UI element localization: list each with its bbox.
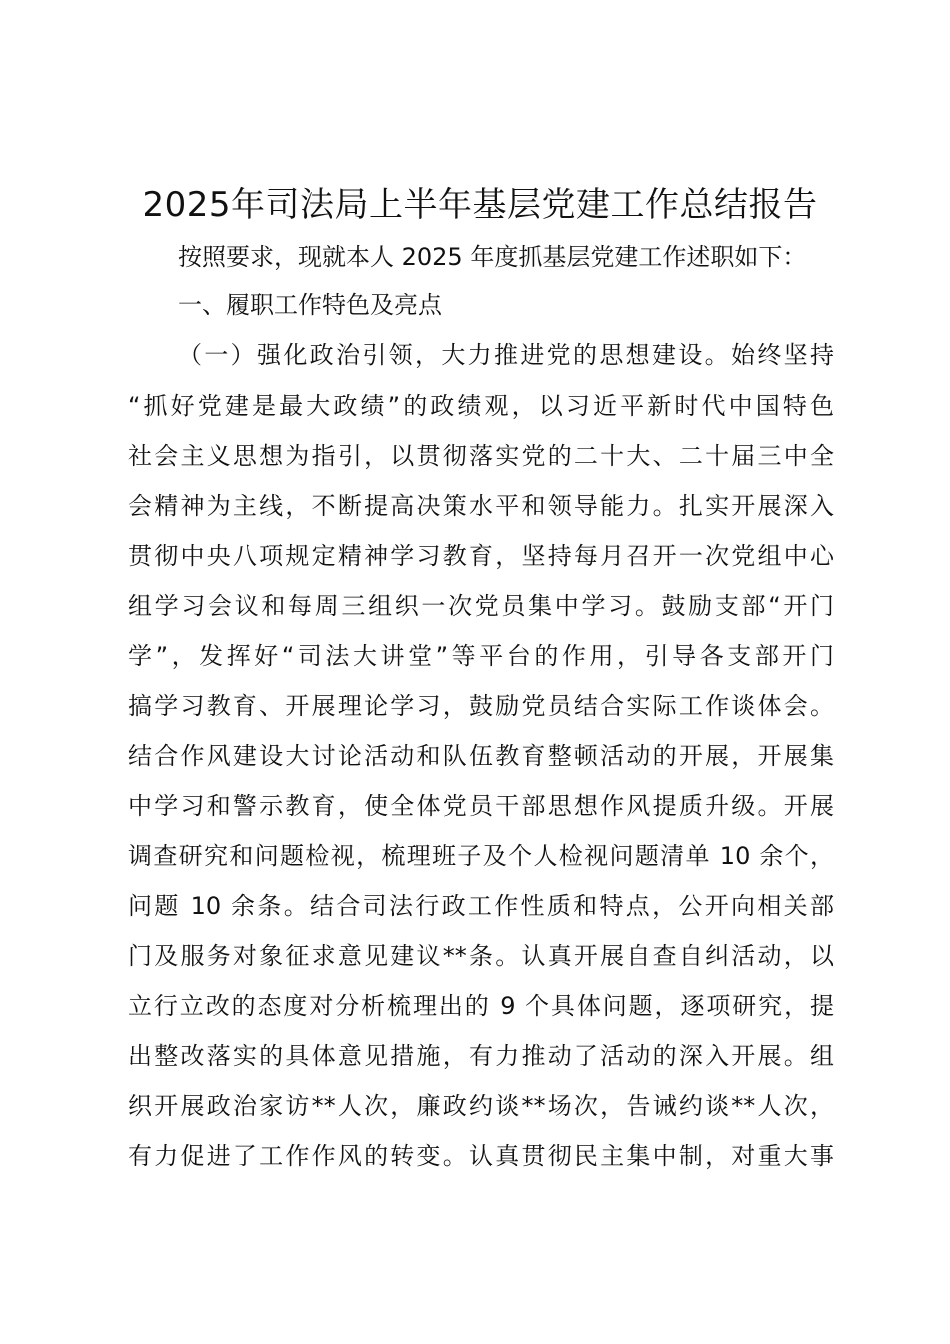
paragraph-line: 中学习和警示教育，使全体党员干部思想作风提质升级。开展	[128, 792, 834, 820]
paragraph-line: 结合作风建设大讨论活动和队伍教育整顿活动的开展，开展集	[128, 742, 834, 770]
paragraph-line: 搞学习教育、开展理论学习，鼓励党员结合实际工作谈体会。	[128, 692, 834, 720]
paragraph-line: “抓好党建是最大政绩”的政绩观，以习近平新时代中国特色	[128, 392, 834, 420]
paragraph-line: 社会主义思想为指引，以贯彻落实党的二十大、二十届三中全	[128, 442, 834, 470]
intro-line: 按照要求，现就本人 2025 年度抓基层党建工作述职如下：	[178, 243, 807, 271]
paragraph-line: 织开展政治家访**人次，廉政约谈**场次，告诫约谈**人次，	[128, 1092, 834, 1120]
paragraph-line: 出整改落实的具体意见措施，有力推动了活动的深入开展。组	[128, 1042, 834, 1070]
paragraph-line: 问题 10 余条。结合司法行政工作性质和特点，公开向相关部	[128, 892, 834, 920]
document-title: 2025年司法局上半年基层党建工作总结报告	[142, 185, 818, 225]
paragraph-line: （一）强化政治引领，大力推进党的思想建设。始终坚持	[178, 341, 834, 369]
paragraph-line: 门及服务对象征求意见建议**条。认真开展自查自纠活动，以	[128, 942, 834, 970]
paragraph-line: 贯彻中央八项规定精神学习教育，坚持每月召开一次党组中心	[128, 542, 834, 570]
paragraph-line: 有力促进了工作作风的转变。认真贯彻民主集中制，对重大事	[128, 1142, 834, 1170]
paragraph-line: 立行立改的态度对分析梳理出的 9 个具体问题，逐项研究，提	[128, 992, 834, 1020]
paragraph-line: 组学习会议和每周三组织一次党员集中学习。鼓励支部“开门	[128, 592, 834, 620]
paragraph-line: 学”，发挥好“司法大讲堂”等平台的作用，引导各支部开门	[128, 642, 834, 670]
paragraph-line: 会精神为主线，不断提高决策水平和领导能力。扎实开展深入	[128, 492, 834, 520]
paragraph-line: 调查研究和问题检视，梳理班子及个人检视问题清单 10 余个，	[128, 842, 834, 870]
section-heading: 一、履职工作特色及亮点	[178, 291, 442, 319]
